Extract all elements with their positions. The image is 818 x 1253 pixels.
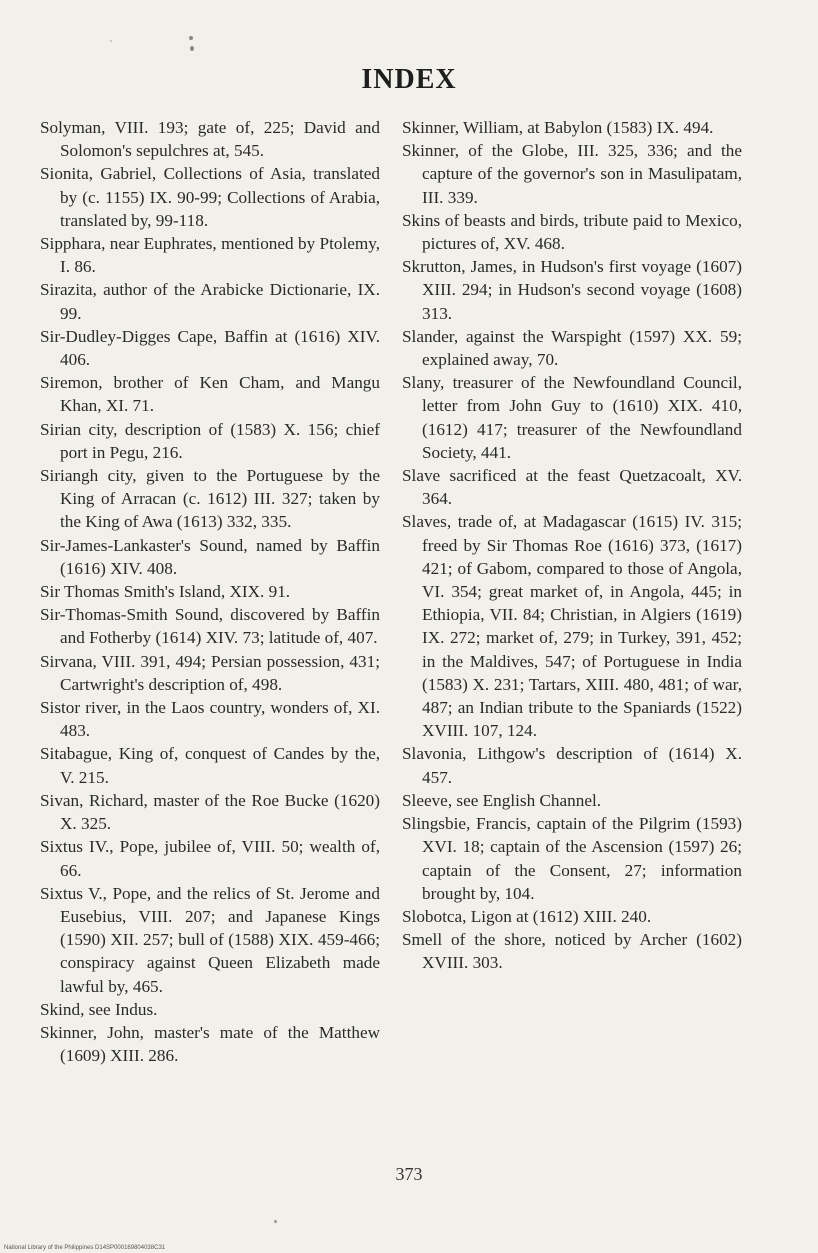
index-entry: Sionita, Gabriel, Collections of Asia, translated by (c. 1155) IX. 90-99; Collections of Arabia, translated by, 99-118. [40, 164, 380, 230]
index-entry: Siremon, brother of Ken Cham, and Mangu Khan, XI. 71. [40, 373, 380, 416]
index-entry: Skrutton, James, in Hudson's first voyage (1607) XIII. 294; in Hudson's second voyage (1608) 313. [402, 257, 742, 323]
index-entry: Sirian city, description of (1583) X. 156; chief port in Pegu, 216. [40, 419, 380, 462]
index-entry: Slingsbie, Francis, captain of the Pilgrim (1593) XVI. 18; captain of the Ascension (1597) 26; captain of the Consent, 27; information brought by, 104. [402, 814, 742, 903]
index-entry: Skins of beasts and birds, tribute paid to Mexico, pictures of, XV. 468. [402, 210, 742, 254]
scan-speck [189, 36, 193, 40]
scan-speck [110, 40, 112, 42]
index-entry: Slave sacrificed at the feast Quetzacoalt, XV. 364. [402, 466, 742, 509]
index-entry: Sir Thomas Smith's Island, XIX. 91. [40, 582, 291, 602]
index-entry: Skinner, John, master's mate of the Matthew (1609) XIII. 286. [40, 1022, 380, 1066]
index-entry: Skind, see Indus. [40, 999, 158, 1019]
page-title: INDEX [361, 64, 457, 95]
index-entry: Sirvana, VIII. 391, 494; Persian possession, 431; Cartwright's description of, 498. [40, 651, 380, 694]
index-column-right [402, 116, 742, 975]
scan-speck [190, 46, 194, 51]
index-entry: Sir-Thomas-Smith Sound, discovered by Baffin and Fotherby (1614) XIV. 73; latitude of, 407. [40, 605, 380, 648]
index-entry: Sixtus IV., Pope, jubilee of, VIII. 50; wealth of, 66. [40, 837, 380, 880]
index-entry: Sirazita, author of the Arabicke Dictionarie, IX. 99. [40, 280, 380, 323]
index-entry: Sleeve, see English Channel. [402, 790, 602, 810]
index-entry: Sistor river, in the Laos country, wonders of, XI. 483. [40, 698, 380, 741]
index-entry: Slany, treasurer of the Newfoundland Council, letter from John Guy to (1610) XIX. 410, (1612) 417; treasurer of the Newfoundland Society, 441. [402, 373, 742, 462]
page-number: 373 [395, 1164, 423, 1184]
index-entry: Slavonia, Lithgow's description of (1614) X. 457. [402, 744, 742, 787]
index-entry: Skinner, of the Globe, III. 325, 336; and the capture of the governor's son in Masulipatam, III. 339. [402, 141, 742, 207]
footer-watermark: National Library of the Philippines D14SP000169804038C31 [4, 1245, 166, 1251]
index-entry: Sixtus V., Pope, and the relics of St. Jerome and Eusebius, VIII. 207; and Japanese Kings (1590) XII. 257; bull of (1588) XIX. 459-466; conspiracy against Queen Elizabeth made lawful by, 465. [40, 883, 380, 996]
index-entry: Siriangh city, given to the Portuguese by the King of Arracan (c. 1612) III. 327; taken by the King of Awa (1613) 332, 335. [40, 466, 380, 532]
index-entry: Slander, against the Warspight (1597) XX. 59; explained away, 70. [402, 326, 742, 370]
index-entry: Slaves, trade of, at Madagascar (1615) IV. 315; freed by Sir Thomas Roe (1616) 373, (1617) 421; of Gabom, compared to those of Angola, VI. 354; great market of, in Angola, 445; in Ethiopia, VII. 84; Christian, in Algiers (1619) IX. 272; market of, 279; in Turkey, 391, 452; in the Maldives, 547; of Portuguese in India (1583) X. 231; Tartars, XIII. 480, 481; of war, 487; an Indian tribute to the Spaniards (1522) XVIII. 107, 124. [402, 512, 742, 741]
index-entry: Sitabague, King of, conquest of Candes by the, V. 215. [40, 744, 380, 787]
index-entry: Slobotca, Ligon at (1612) XIII. 240. [402, 906, 652, 926]
index-entry: Solyman, VIII. 193; gate of, 225; David and Solomon's sepulchres at, 545. [40, 118, 380, 161]
index-entry: Sir-Dudley-Digges Cape, Baffin at (1616) XIV. 406. [40, 326, 380, 370]
index-entry: Skinner, William, at Babylon (1583) IX. 494. [402, 118, 714, 137]
index-entry: Sir-James-Lankaster's Sound, named by Baffin (1616) XIV. 408. [40, 535, 380, 578]
index-column-left [40, 116, 380, 1067]
index-entry: Sivan, Richard, master of the Roe Bucke (1620) X. 325. [40, 790, 380, 834]
scan-speck [274, 1220, 277, 1223]
index-entry: Smell of the shore, noticed by Archer (1602) XVIII. 303. [402, 930, 742, 973]
index-entry: Sipphara, near Euphrates, mentioned by Ptolemy, I. 86. [40, 234, 380, 277]
